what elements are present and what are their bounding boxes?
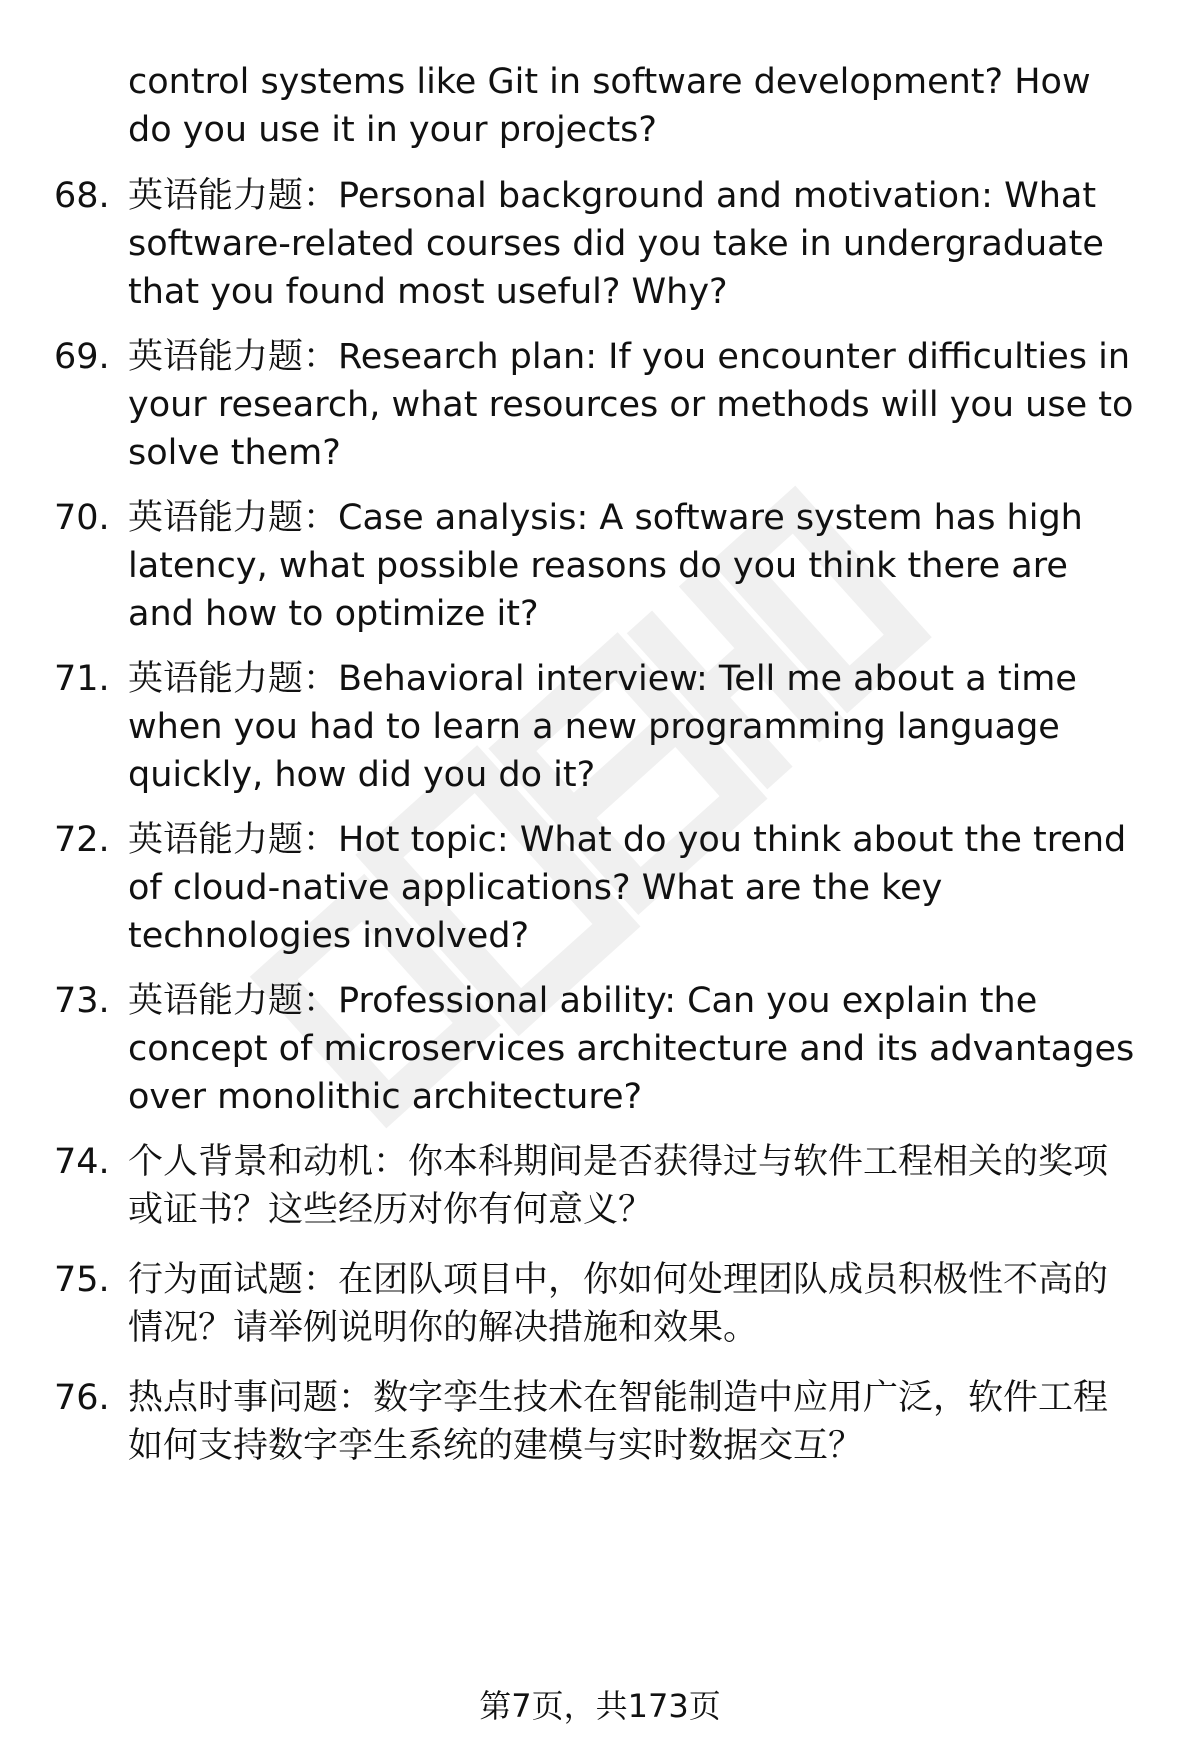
intro-continuation-text: control systems like Git in software development? How do you use it in your projects? <box>128 62 1091 150</box>
item-text: 英语能力题：Research plan: If you encounter difficulties in your research, what resources or methods will you use to solve them? <box>128 337 1134 473</box>
page-footer: 第7页，共173页 <box>479 1687 721 1725</box>
item-text: 个人背景和动机：你本科期间是否获得过与软件工程相关的奖项或证书？这些经历对你有何意义？ <box>128 1142 1109 1230</box>
item-text: 英语能力题：Case analysis: A software system has high latency, what possible reasons do you think there are and how to optimize it? <box>128 498 1083 634</box>
item-text: 英语能力题：Professional ability: Can you explain the concept of microservices architecture and its advantages over monolithic architecture? <box>128 981 1135 1117</box>
item-text: 行为面试题：在团队项目中，你如何处理团队成员积极性不高的情况？请举例说明你的解决措施和效果。 <box>128 1260 1109 1348</box>
item-number: 69. <box>54 337 110 377</box>
item-number: 72. <box>54 820 110 860</box>
item-number: 76. <box>54 1378 110 1418</box>
item-text: 英语能力题：Hot topic: What do you think about the trend of cloud-native applications? What are the key technologies involved? <box>128 820 1127 956</box>
item-number: 70. <box>54 498 110 538</box>
item-number: 73. <box>54 981 110 1021</box>
item-text: 热点时事问题：数字孪生技术在智能制造中应用广泛，软件工程如何支持数字孪生系统的建模与实时数据交互？ <box>128 1378 1109 1466</box>
item-number: 75. <box>54 1260 110 1300</box>
item-number: 68. <box>54 176 110 216</box>
item-text: 英语能力题：Personal background and motivation: What software-related courses did you take in undergraduate that you found most useful? Why? <box>128 176 1104 312</box>
item-number: 71. <box>54 659 110 699</box>
item-number: 74. <box>54 1142 110 1182</box>
item-text: 英语能力题：Behavioral interview: Tell me about a time when you had to learn a new programming language quickly, how did you do it? <box>128 659 1077 795</box>
